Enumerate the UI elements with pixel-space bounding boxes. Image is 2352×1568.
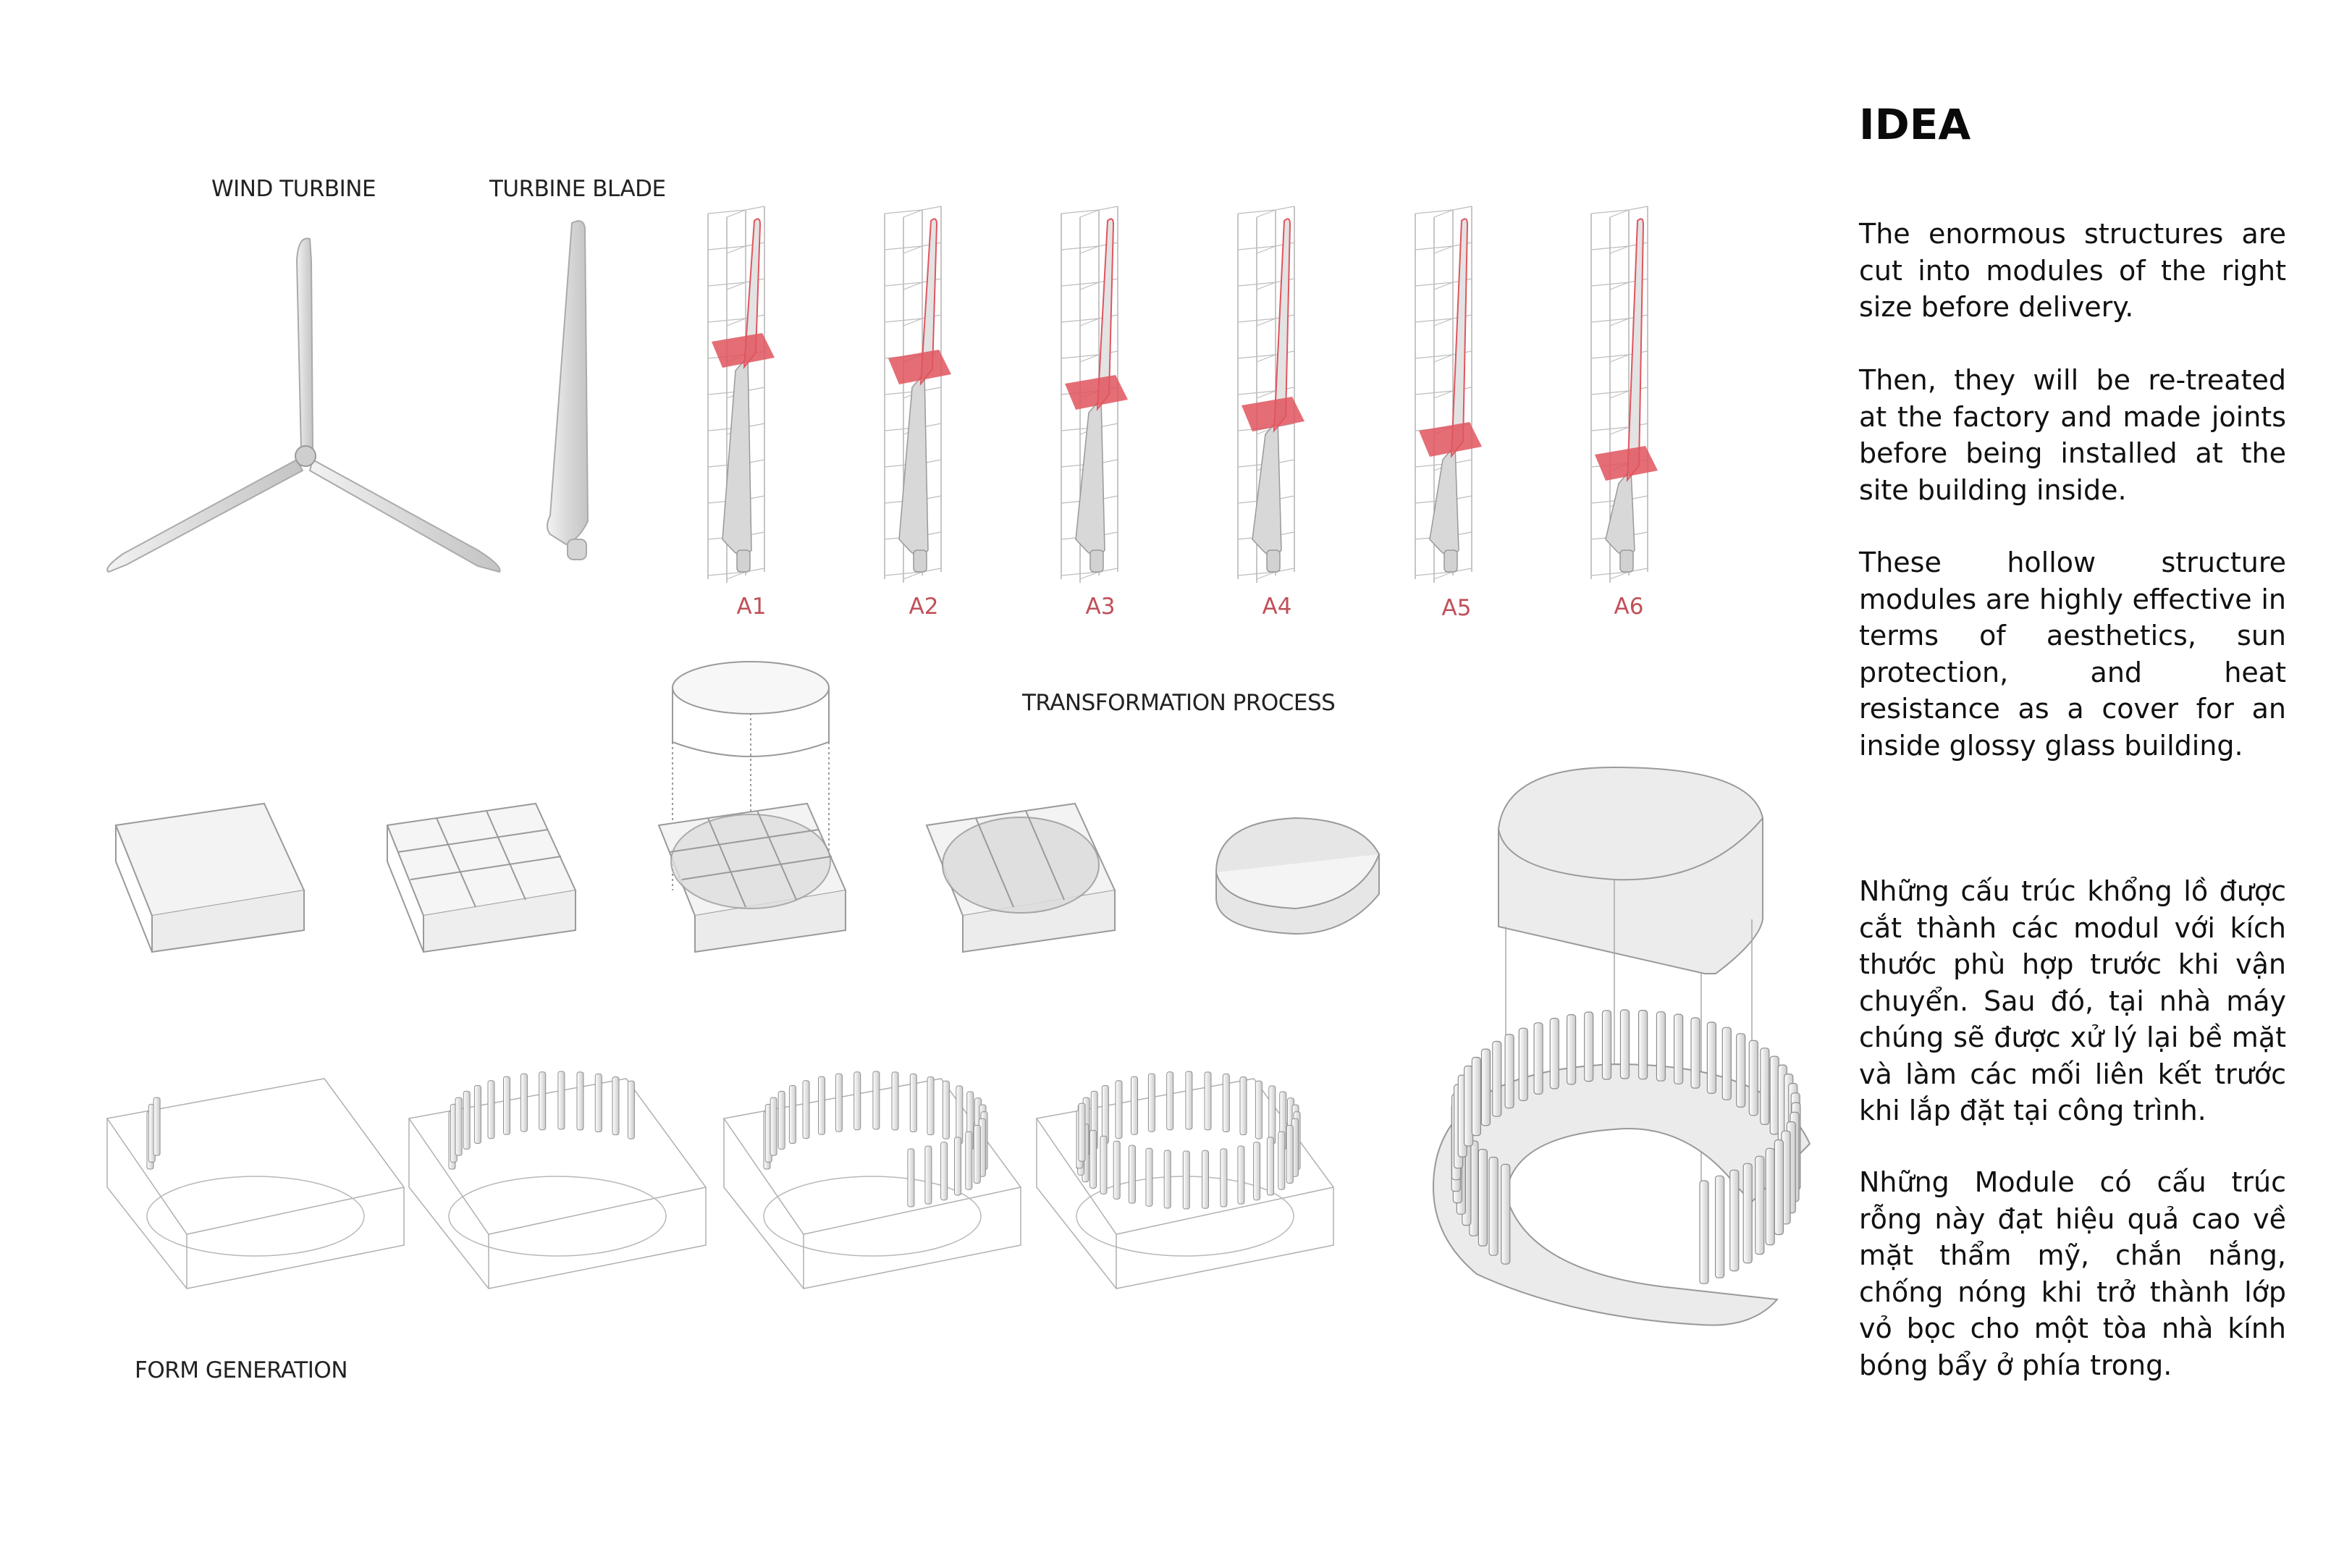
idea-paragraph-en-2: Then, they will be re-treated at the factory and made joints before being installed at the site building inside. xyxy=(1859,364,2286,506)
form-generation-shapes xyxy=(107,1071,1333,1289)
blade-column-a6 xyxy=(1591,206,1658,583)
turbine-blade-drawing xyxy=(547,221,588,560)
idea-paragraph-vi-1: Những cấu trúc khổng lồ được cắt thành các modul với kích thước phù hợp trước khi vận chuyển. Sau đó, tại nhà máy chúng sẽ được xử lý lại bề mặt và làm các mối liên kết trước khi lắp đặt tại công trình. xyxy=(1859,875,2286,1126)
transformation-process-label: TRANSFORMATION PROCESS xyxy=(1022,690,1336,716)
box-with-circle-shape xyxy=(927,804,1115,952)
final-assembly-drawing xyxy=(1433,767,1810,1325)
module-label-a4: A4 xyxy=(1262,594,1292,620)
blade-column-a1 xyxy=(708,206,775,583)
wind-turbine-drawing xyxy=(107,238,500,572)
teardrop-solid-shape xyxy=(1216,818,1379,934)
box-with-cylinder-shape xyxy=(659,662,846,952)
form-generation-step-2 xyxy=(409,1071,706,1289)
blade-column-a4 xyxy=(1238,206,1304,583)
module-label-a5: A5 xyxy=(1441,595,1472,621)
idea-paragraph-en-3: These hollow structure modules are highly effective in terms of aesthetics, sun protection, and heat resistance as a cover for an inside glossy glass building. xyxy=(1859,547,2286,762)
form-generation-step-1 xyxy=(107,1079,404,1289)
turbine-blade-label: TURBINE BLADE xyxy=(489,176,666,202)
gridded-box-shape xyxy=(387,804,576,952)
module-label-a1: A1 xyxy=(736,594,767,620)
module-label-a3: A3 xyxy=(1085,594,1116,620)
blade-column-a5 xyxy=(1415,206,1482,583)
solid-box-shape xyxy=(116,804,304,952)
form-generation-step-3 xyxy=(724,1071,1021,1289)
blade-module-columns xyxy=(708,206,1658,583)
form-generation-label: FORM GENERATION xyxy=(135,1357,348,1383)
blade-column-a2 xyxy=(885,206,951,583)
module-label-a6: A6 xyxy=(1614,594,1644,620)
form-generation-step-4 xyxy=(1037,1071,1333,1289)
wind-turbine-label: WIND TURBINE xyxy=(211,176,376,202)
idea-paragraph-en-1: The enormous structures are cut into modules of the right size before delivery. xyxy=(1859,218,2286,323)
module-label-a2: A2 xyxy=(909,594,939,620)
idea-paragraph-vi-2: Những Module có cấu trúc rỗng này đạt hiệu quả cao về mặt thẩm mỹ, chắn nắng, chống nóng khi trở thành lớp vỏ bọc cho một tòa nhà kính bóng bẩy ở phía trong. xyxy=(1859,1166,2286,1381)
blade-column-a3 xyxy=(1061,206,1128,583)
idea-title: IDEA xyxy=(1859,100,1971,149)
